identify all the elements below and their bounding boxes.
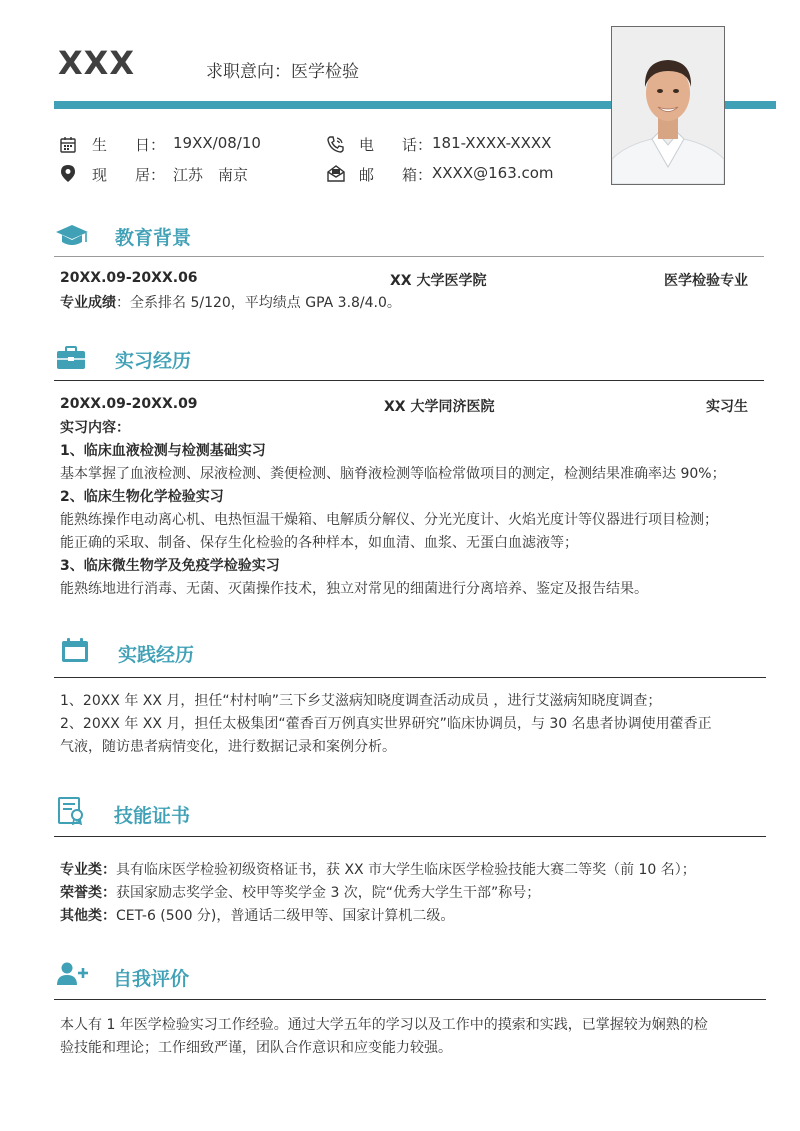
- internship-section-title: 实习经历: [115, 350, 192, 372]
- residence-label: 现: [92, 166, 108, 184]
- education-divider: [54, 256, 764, 257]
- education-score: [60, 292, 401, 315]
- self-evaluation-line: 本人有 1 年医学检验实习工作经验。通过大学五年的学习以及工作中的摸索和实践，已掌握较为娴熟的检: [60, 1017, 708, 1033]
- phone-value: 181-XXXX-XXXX: [432, 134, 552, 152]
- skills-honor-label: 荣誉类：: [60, 885, 116, 901]
- graduation-cap-icon: [55, 223, 89, 253]
- job-intent: [206, 57, 359, 82]
- self-evaluation-content: [60, 1014, 764, 1060]
- residence-value: 江苏 南京: [173, 166, 249, 184]
- email-label: 邮: [359, 166, 375, 184]
- skills-divider: [54, 836, 766, 837]
- candidate-name: XXX: [58, 44, 136, 82]
- phone-icon: [327, 136, 344, 157]
- add-user-icon: [57, 962, 89, 990]
- internship-content-label: 实习内容：: [60, 420, 130, 436]
- education-major: 医学检验专业: [664, 273, 748, 289]
- practice-line: 2、20XX 年 XX 月，担任太极集团“藿香百万例真实世界研究”临床协调员，与 30 名患者协调使用藿香正: [60, 716, 712, 732]
- internship-divider: [54, 380, 764, 381]
- self-evaluation-section-title: 自我评价: [113, 968, 190, 990]
- skills-other-text: CET-6 (500 分)，普通话二级甲等、国家计算机二级。: [116, 908, 455, 924]
- skills-professional-text: 具有临床医学检验初级资格证书，获 XX 市大学生临床医学检验技能大赛二等奖（前 10 名）；: [116, 862, 696, 878]
- practice-content: [60, 690, 760, 759]
- practice-line: 1、20XX 年 XX 月，担任“村村响”三下乡艾滋病知晓度调查活动成员 ，进行艾滋病知晓度调查；: [60, 693, 662, 709]
- education-school: XX 大学医学院: [390, 273, 487, 289]
- job-intent-value: 医学检验: [291, 62, 359, 82]
- certificate-icon: [58, 797, 86, 829]
- internship-content: [60, 417, 760, 601]
- internship-period: 20XX.09-20XX.09: [60, 396, 198, 412]
- phone-label: 电: [359, 136, 375, 154]
- skills-professional-label: 专业类：: [60, 862, 116, 878]
- skills-other: [60, 905, 764, 928]
- internship-item-line: 能熟练操作电动离心机、电热恒温干燥箱、电解质分解仪、分光光度计、火焰光度计等仪器进行项目检测；: [60, 512, 718, 528]
- internship-item-line: 能正确的采取、制备、保存生化检验的各种样本，如血清、血浆、无蛋白血滤液等；: [60, 535, 578, 551]
- skills-section-title: 技能证书: [114, 805, 191, 827]
- job-intent-label: 求职意向：: [206, 62, 291, 82]
- education-score-text: ：全系排名 5/120，平均绩点 GPA 3.8/4.0。: [116, 295, 401, 311]
- email-value: XXXX@163.com: [432, 164, 554, 182]
- education-section-title: 教育背景: [115, 227, 192, 249]
- skills-content: [60, 859, 764, 928]
- skills-honor-text: 获国家励志奖学金、校甲等奖学金 3 次，院“优秀大学生干部”称号；: [116, 885, 541, 901]
- location-pin-icon: [61, 165, 75, 186]
- birth-value: 19XX/08/10: [173, 134, 261, 152]
- skills-honor: [60, 882, 764, 905]
- practice-line: 气液，随访患者病情变化，进行数据记录和案例分析。: [60, 739, 396, 755]
- skills-other-label: 其他类：: [60, 908, 116, 924]
- education-period: 20XX.09-20XX.06: [60, 270, 198, 286]
- self-evaluation-line: 验技能和理论；工作细致严谨，团队合作意识和应变能力较强。: [60, 1040, 452, 1056]
- internship-item-line: 能熟练地进行消毒、无菌、灭菌操作技术，独立对常见的细菌进行分离培养、鉴定及报告结果。: [60, 581, 648, 597]
- calendar-icon: [60, 136, 76, 157]
- skills-professional: [60, 859, 764, 882]
- mail-icon: [327, 165, 345, 186]
- birth-label: 生: [92, 136, 108, 154]
- phone-label-suffix: 话：: [402, 136, 433, 154]
- internship-org: XX 大学同济医院: [384, 399, 495, 415]
- internship-item-heading: 3、临床微生物学及免疫学检验实习: [60, 558, 280, 574]
- birth-label-suffix: 日：: [135, 136, 166, 154]
- practice-divider: [54, 677, 766, 678]
- education-score-label: 专业成绩: [60, 295, 116, 311]
- email-label-suffix: 箱：: [402, 166, 433, 184]
- briefcase-icon: [56, 346, 86, 374]
- self-evaluation-divider: [54, 999, 766, 1000]
- internship-item-heading: 2、临床生物化学检验实习: [60, 489, 224, 505]
- internship-item-heading: 1、临床血液检测与检测基础实习: [60, 443, 266, 459]
- internship-role: 实习生: [706, 399, 748, 415]
- practice-section-title: 实践经历: [118, 644, 195, 666]
- residence-label-suffix: 居：: [135, 166, 166, 184]
- calendar-icon: [61, 637, 89, 667]
- internship-item-line: 基本掌握了血液检测、尿液检测、粪便检测、脑脊液检测等临检常做项目的测定，检测结果准确率达 90%；: [60, 466, 726, 482]
- profile-photo: [611, 26, 725, 185]
